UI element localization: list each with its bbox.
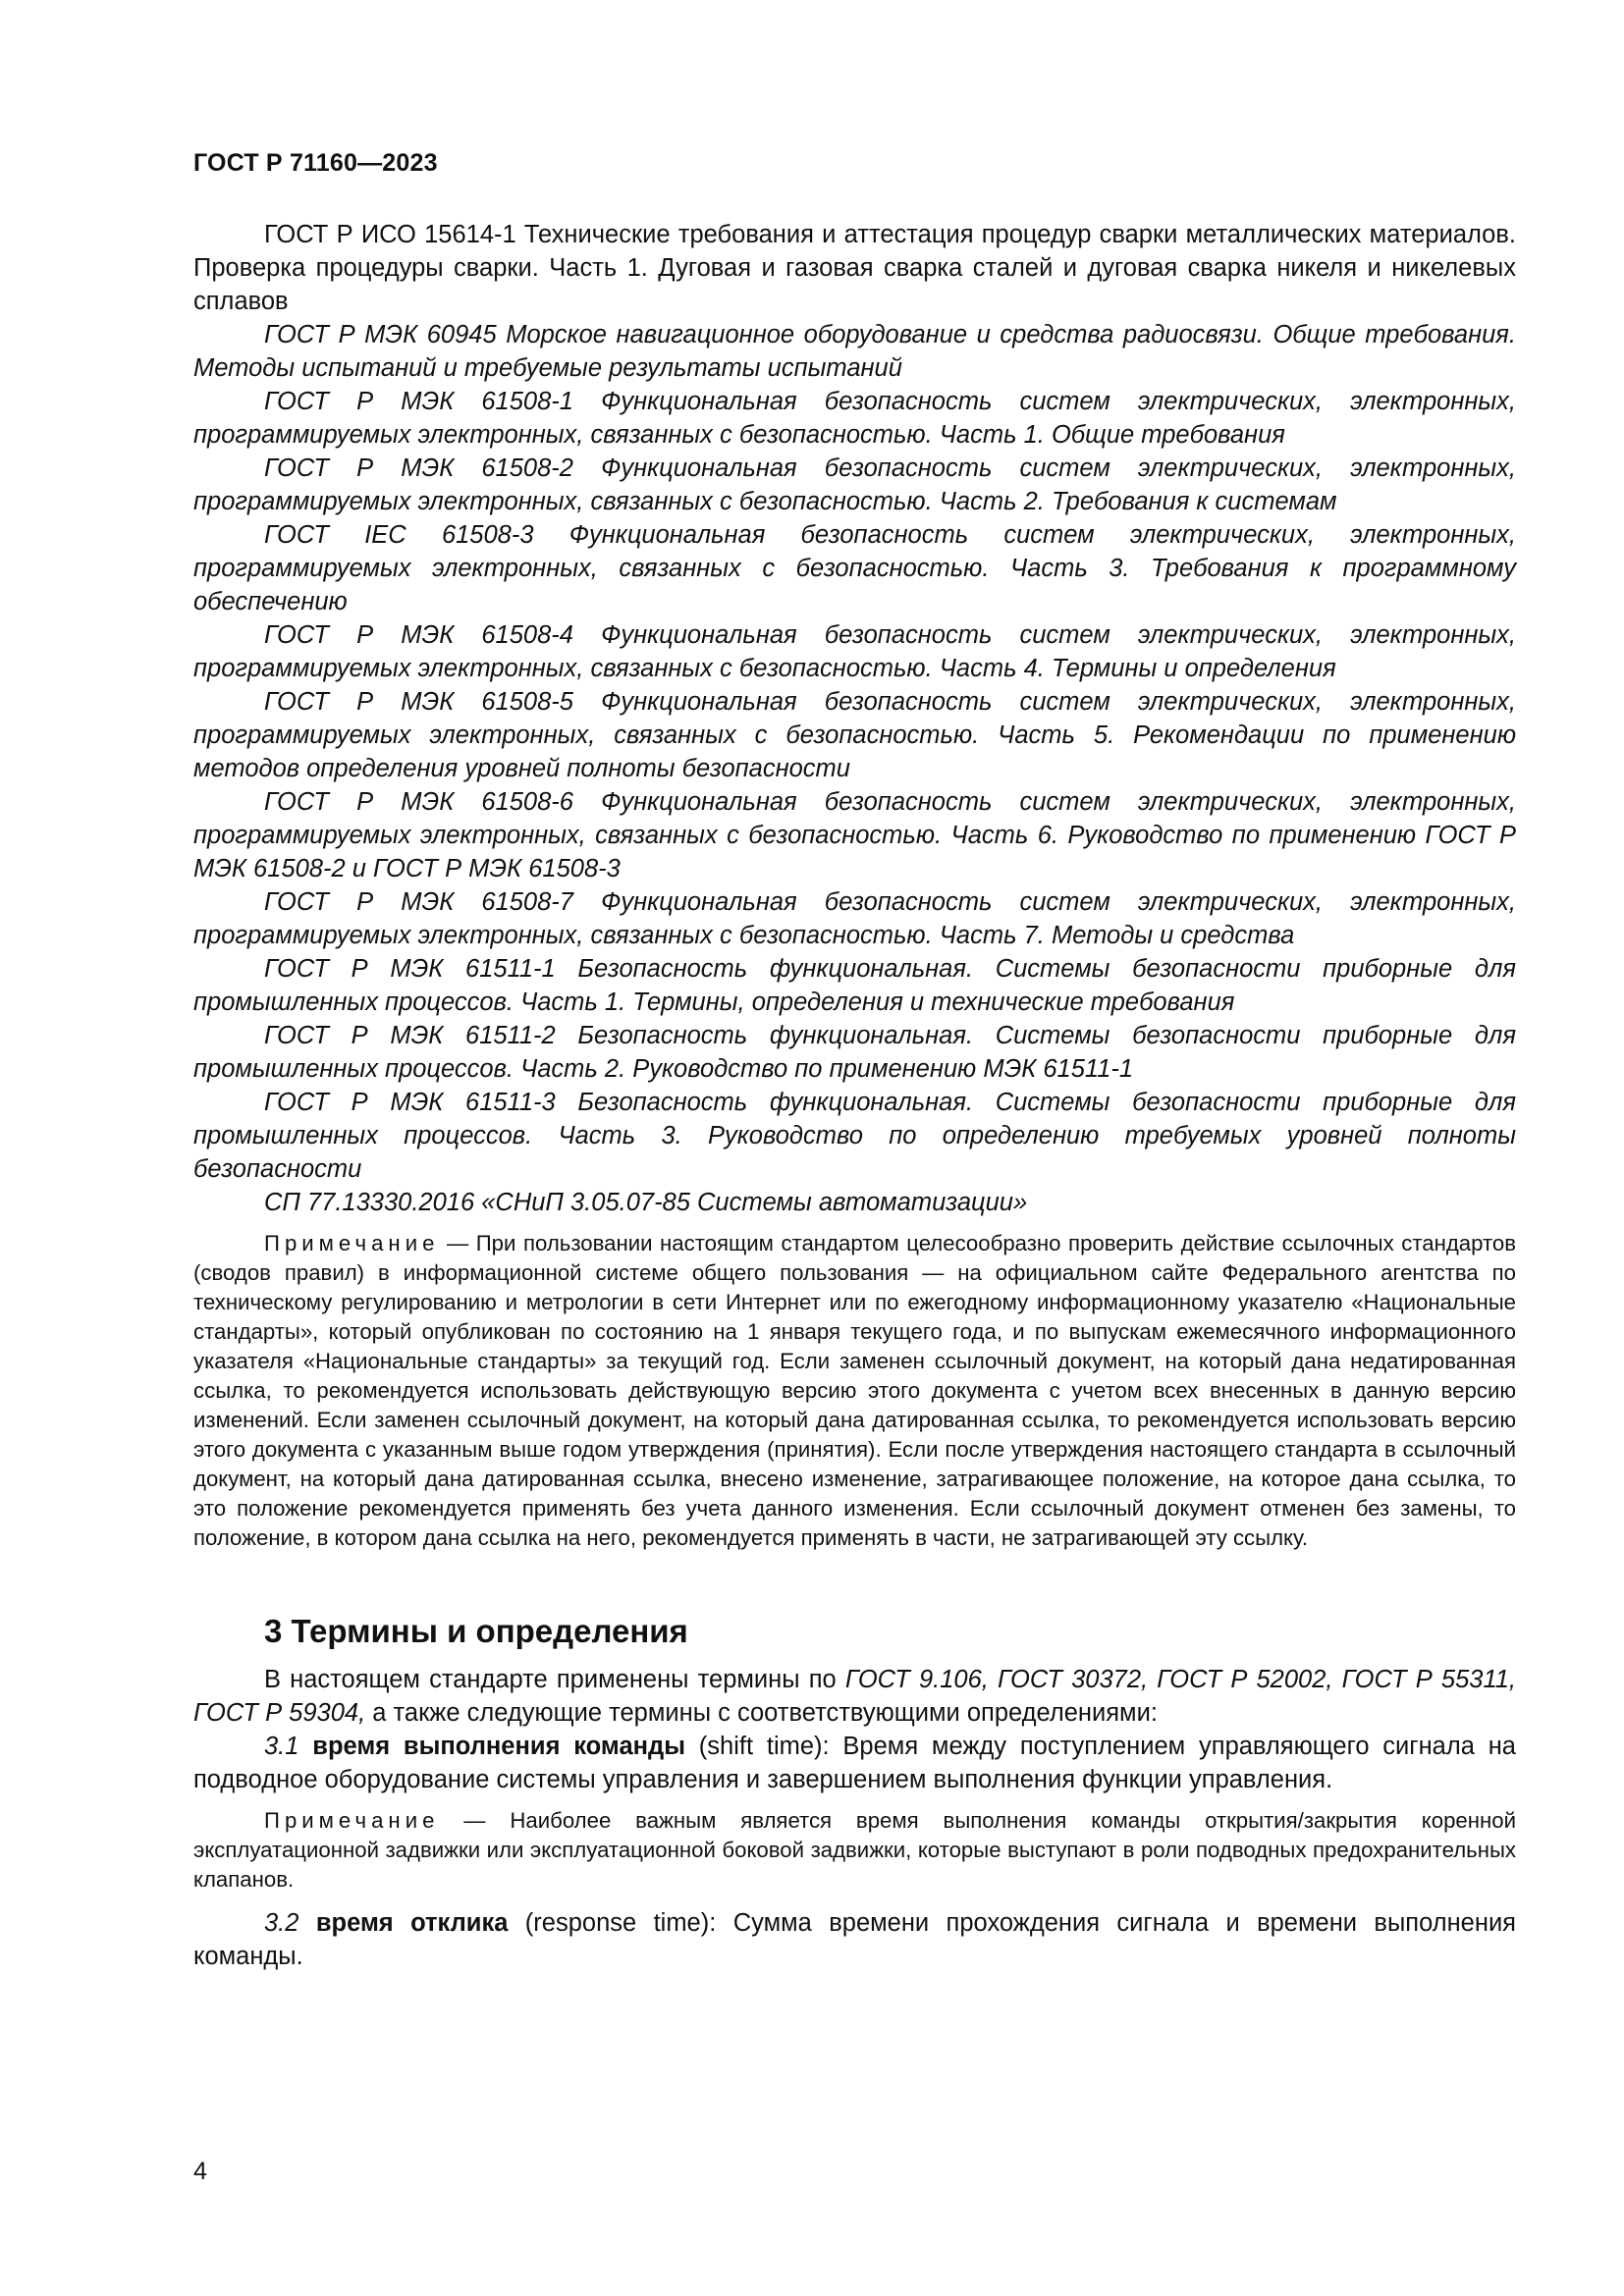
reference-item: ГОСТ Р МЭК 60945 Морское навигационное оборудование и средства радиосвязи. Общие требования. Методы испытаний и требуемые результаты испытаний	[193, 321, 1516, 382]
note-label: Примечание	[264, 1808, 440, 1833]
reference-item: ГОСТ Р МЭК 61508-4 Функциональная безопасность систем электрических, электронных, программируемых электронных, связанных с безопасностью. Часть 4. Термины и определения	[193, 621, 1516, 682]
page-number: 4	[193, 2158, 207, 2185]
document-body	[193, 218, 1516, 1973]
reference-item: ГОСТ Р МЭК 61511-3 Безопасность функциональная. Системы безопасности приборные для промышленных процессов. Часть 3. Руководство по определению требуемых уровней полноты безопасности	[193, 1089, 1516, 1183]
term-text: (response time): Сумма времени прохождения сигнала и времени выполнения команды.	[193, 1909, 1516, 1970]
intro-text-end: а также следующие термины с соответствующими определениями:	[365, 1699, 1158, 1727]
term-number: 3.1	[264, 1733, 299, 1760]
reference-item: ГОСТ Р ИСО 15614-1 Технические требования и аттестация процедур сварки металлических материалов. Проверка процедуры сварки. Часть 1. Дуговая и газовая сварка сталей и дуговая сварка никеля и никелевых сплавов	[193, 221, 1516, 315]
note-label: Примечание	[264, 1231, 440, 1255]
term-text: (shift time): Время между поступлением управляющего сигнала на подводное оборудование системы управления и завершением выполнения функции управления.	[193, 1733, 1516, 1793]
reference-note	[193, 1229, 1516, 1553]
reference-item: ГОСТ Р МЭК 61508-5 Функциональная безопасность систем электрических, электронных, программируемых электронных, связанных с безопасностью. Часть 5. Рекомендации по применению методов определения уровней полноты безопасности	[193, 688, 1516, 782]
reference-item: ГОСТ Р МЭК 61508-1 Функциональная безопасность систем электрических, электронных, программируемых электронных, связанных с безопасностью. Часть 1. Общие требования	[193, 388, 1516, 449]
section-title: 3 Термины и определения	[264, 1613, 688, 1649]
reference-item: СП 77.13330.2016 «СНиП 3.05.07-85 Системы автоматизации»	[264, 1189, 1028, 1216]
reference-item: ГОСТ Р МЭК 61508-6 Функциональная безопасность систем электрических, электронных, программируемых электронных, связанных с безопасностью. Часть 6. Руководство по применению ГОСТ Р МЭК 61508-2 и ГОСТ Р МЭК 61508-3	[193, 788, 1516, 882]
intro-references: ГОСТ 9.106, ГОСТ 30372, ГОСТ Р 52002, ГОСТ Р 55311, ГОСТ Р 59304,	[193, 1666, 1516, 1727]
term-name: время отклика	[315, 1909, 509, 1937]
intro-text: В настоящем стандарте применены термины по	[264, 1666, 845, 1693]
document-header: ГОСТ Р 71160—2023	[193, 149, 438, 177]
section-intro	[193, 1663, 1516, 1730]
term-definition	[193, 1730, 1516, 1796]
reference-item: ГОСТ Р МЭК 61511-1 Безопасность функциональная. Системы безопасности приборные для промышленных процессов. Часть 1. Термины, определения и технические требования	[193, 955, 1516, 1016]
term-note	[193, 1806, 1516, 1895]
reference-item: ГОСТ Р МЭК 61508-2 Функциональная безопасность систем электрических, электронных, программируемых электронных, связанных с безопасностью. Часть 2. Требования к системам	[193, 454, 1516, 515]
reference-item: ГОСТ IEC 61508-3 Функциональная безопасность систем электрических, электронных, программируемых электронных, связанных с безопасностью. Часть 3. Требования к программному обеспечению	[193, 521, 1516, 615]
note-text: — Наиболее важным является время выполнения команды открытия/закрытия коренной эксплуатационной задвижки или эксплуатационной боковой задвижки, которые выступают в роли подводных предохранительных клапанов.	[193, 1808, 1516, 1892]
term-name: время выполнения команды	[312, 1733, 685, 1760]
term-definition	[193, 1906, 1516, 1973]
reference-item: ГОСТ Р МЭК 61511-2 Безопасность функциональная. Системы безопасности приборные для промышленных процессов. Часть 2. Руководство по применению МЭК 61511-1	[193, 1022, 1516, 1083]
term-number: 3.2	[264, 1909, 299, 1937]
note-text: — При пользовании настоящим стандартом целесообразно проверить действие ссылочных стандартов (сводов правил) в информационной системе общего пользования — на официальном сайте Федерального агентства по техническому регулированию и метрологии в сети Интернет или по ежегодному информационному указателю «Национальные стандарты», который опубликован по состоянию на 1 января текущего года, и по выпускам ежемесячного информационного указателя «Национальные стандарты» за текущий год. Если заменен ссылочный документ, на который дана недатированная ссылка, то рекомендуется использовать действующую версию этого документа с учетом всех внесенных в данную версию изменений. Если заменен ссылочный документ, на который дана датированная ссылка, то рекомендуется использовать версию этого документа с указанным выше годом утверждения (принятия). Если после утверждения настоящего стандарта в ссылочный документ, на который дана датированная ссылка, внесено изменение, затрагивающее положение, на которое дана ссылка, то это положение рекомендуется применять без учета данного изменения. Если ссылочный документ отменен без замены, то положение, в котором дана ссылка на него, рекомендуется применять в части, не затрагивающей эту ссылку.	[193, 1231, 1516, 1550]
reference-item: ГОСТ Р МЭК 61508-7 Функциональная безопасность систем электрических, электронных, программируемых электронных, связанных с безопасностью. Часть 7. Методы и средства	[193, 888, 1516, 949]
